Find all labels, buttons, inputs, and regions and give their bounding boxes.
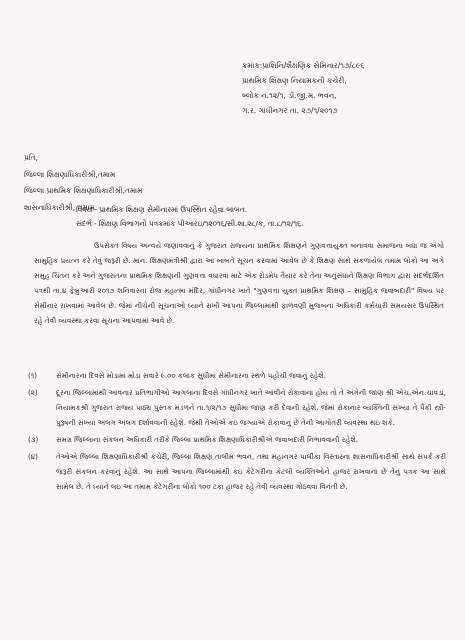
list-item bbox=[28, 385, 446, 430]
subject-block bbox=[76, 203, 456, 231]
body-paragraph: ઉપરોક્ત વિષય અન્વયે જણાવવાનું કે ગુજરાત રાજ્યના પ્રાથમિક શિક્ષણને ગુણવત્તાયુક્ત બનાવવા સમાજના બધા જ અંગો સામુહિક પ્રયત્ન કરે તેવું જરૂરી છે. માન. શિક્ષણમંત્રીશ્રી દ્વારા આ બાબતે સૂચન કરવામાં આવેલ છે કે શિક્ષણ સાથે સંકળાયેલ તમામ લોકો આ અંગે સમુહ ચિંતન કરે અને ગુજરાતના પ્રાથમિક શિક્ષણની ગુણવત્તા વધારવા માટે એક રોડમેપ તૈયાર કરે તેના અનુસંધાને શિક્ષણ વિભાગ દ્વારા સંદર્ભદર્શિત પત્રથી તા.૪ ફેબ્રુઆરી ૨૦૧૭ શનિવારના રોજ મહાત્મા મંદિર, ગાંધીનગર ખાતે "ગુણવત્તા યુક્ત પ્રાથમિક શિક્ષણ – સામુહિક જવાબદારી" વિષય પર સેમીનાર રાખવામાં આવેલ છે. જેમાં નીચેની સૂચનાઓ ધ્યાને રાખી આપના જિલ્લામાંથી ફાળવણી મુજબના અધિકારી કર્મચારી સમયસર ઉપસ્થિત રહે તેવી વ્યવસ્થા કરવા સૂચના આપવામાં આવે છે. bbox=[34, 241, 444, 325]
reference-number: ક્રમાંક:પ્રાશિનિ/શૈક્ષણિક સેમિનાર/૧૭/૮૯૬ bbox=[242, 61, 365, 70]
list-item-text: સમગ્ર જિલ્લાના સંકલન અધિકારી તરીકે જિલ્લા પ્રાથમિક શિક્ષણાધિકારીશ્રીએ જવાબદારી નિભાવવાની રહેશે. bbox=[56, 435, 359, 444]
list-item bbox=[28, 449, 446, 494]
list-item-number: (૪) bbox=[28, 452, 38, 461]
letter-header bbox=[242, 58, 457, 118]
list-item-number: (૩) bbox=[28, 435, 39, 444]
list-item bbox=[28, 368, 446, 383]
instruction-list bbox=[28, 368, 446, 496]
office-address: બ્લોક નં.૧૨/૧, ડૉ.જી.મ. ભવન, bbox=[242, 91, 337, 100]
recipient-line-1: જિલ્લા શિક્ષણાધિકારીશ્રી,તમામ bbox=[24, 169, 116, 179]
recipient-line-2: જિલ્લા પ્રાથમિક શિક્ષણાધિકારીશ્રી,તમામ bbox=[24, 186, 143, 195]
letter-date: ગ.ર. ગાંધીનગર તા. ૨૭/૧/૨૦૧૭ bbox=[242, 106, 338, 115]
subject-line: વિષયઃ- પ્રાથમિક શિક્ષણ સેમીનારમાં ઉપસ્થિત રહેવા બાબત. bbox=[76, 205, 247, 214]
reference-line: સંદર્ભઃ- શિક્ષણ વિભાગનો પત્રક્રમાંક પીઆરઇ/૧૨૦૧૬/સી.શા.૨૮/ક, તા.૮/૧૨/૧૬. bbox=[76, 219, 304, 228]
list-item bbox=[28, 432, 446, 447]
list-item-text: દૂરના જિલ્લામાંથી આવનાર પ્રતિભાગીઓ આગલાના દિવસે ગાંધીનગર ખાતે આવીને રોકાવાના હોય તો તે અંગેની જાણ શ્રી એચ.એન.ચાવડા, નિયામકશ્રી ગુજરાત રાજ્ય પાઠ્ય પુસ્તક મંડળને તા.૧/૨/૧૭ સુધીમાં જાણ કરી દેવાની રહેશે. જેમાં રોકાનાર વ્યક્તિની સંખ્યા તે પૈકી સ્ત્રી-પુરૂષની સંખ્યા અલગ અલગ દર્શાવવાની રહેશે. જેથી તેઓએ કઇ જગ્યાએ રોકાવાનું છે તેની આગોતરી વ્યવસ્થા થઇ શકે. bbox=[56, 388, 446, 427]
recipient-prefix: પ્રતિ, bbox=[24, 153, 38, 162]
recipient-line-3: શાસનાધિકારીશ્રી, તમામ bbox=[24, 202, 95, 212]
list-item-text: સેમીનારના દિવસે મોડામાં મોડા સવારે ૯.૦૦ કલાક સુધીમાં સેમીનારના સ્થળે પહોંચી જવાનું રહેશે. bbox=[56, 371, 327, 380]
list-item-text: તેઓએ જિલ્લા શિક્ષણાધિકારીશ્રી કચેરી, જિલ્લા શિક્ષણ તાલીમ ભવન, તથા મહાનગર પાલીકા વિસ્તારના શાસનાધિકારીશ્રી સાથે સંપર્ક કરી જરૂરી સંકલન કરવાનું રહેશે. આ સાથે આપના જિલ્લામાંથી કઇ કેટેગરીના કેટલી વ્યક્તિઓને હાજર રાખવાના છે તેનું પત્રક આ સાથે સામેલ છે. તે ધ્યાને લઇ આ તમામ કેટેગરીના લોકો ૧૦૦ ટકા હાજર રહે તેવી વ્યવસ્થા ગોઠવવા વિનંતી છે. bbox=[56, 452, 446, 491]
list-item-number: (૨) bbox=[28, 388, 38, 397]
list-item-number: (૧) bbox=[28, 371, 38, 380]
office-name: પ્રાથમિક શિક્ષણ નિયામકની કચેરી, bbox=[242, 76, 347, 85]
